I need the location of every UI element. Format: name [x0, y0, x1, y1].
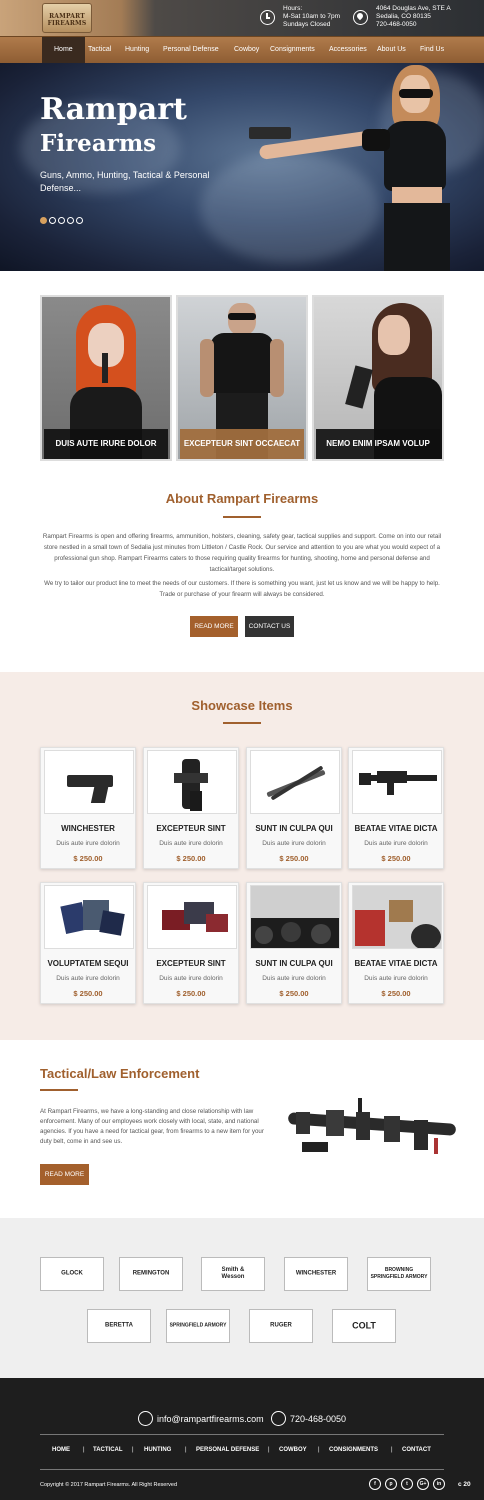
showcase-title: Showcase Items — [191, 698, 293, 713]
brand-logo-colt[interactable] — [332, 1309, 396, 1343]
nav-tactical[interactable]: Tactical — [88, 46, 112, 53]
product-desc: Duis aute irure dolorin — [364, 840, 428, 847]
footer-divider — [40, 1434, 444, 1435]
nav-find-us[interactable]: Find Us — [420, 46, 445, 53]
linkedin-icon[interactable]: in — [433, 1478, 445, 1490]
slider-dot[interactable] — [40, 217, 47, 224]
duty-belt-image — [286, 1098, 458, 1164]
product-card[interactable] — [348, 747, 444, 869]
corner-badge: c 20 — [458, 1481, 471, 1488]
about-title: About Rampart Firearms — [165, 491, 319, 506]
product-price: $ 250.00 — [381, 854, 411, 863]
footer-email[interactable]: info@rampartfirearms.com — [157, 1414, 264, 1424]
main-nav — [0, 36, 484, 63]
product-price: $ 250.00 — [73, 854, 103, 863]
footer — [0, 1378, 484, 1500]
title-divider — [223, 516, 261, 518]
product-desc: Duis aute irure dolorin — [56, 840, 120, 847]
product-desc: Duis aute irure dolorin — [262, 975, 326, 982]
brand-logo-browning-springfield[interactable] — [367, 1257, 431, 1291]
product-name: VOLUPTATEM SEQUI — [47, 959, 129, 968]
product-name: EXCEPTEUR SINT — [156, 824, 226, 833]
product-image — [147, 750, 237, 814]
footer-nav-separator: | — [83, 1447, 85, 1453]
title-divider — [223, 722, 261, 724]
google-plus-icon[interactable]: G+ — [417, 1478, 429, 1490]
product-price: $ 250.00 — [176, 989, 206, 998]
card-caption: DUIS AUTE IRURE DOLOR — [44, 429, 168, 459]
nav-home[interactable]: Home — [42, 37, 85, 63]
slider-dot[interactable] — [76, 217, 83, 224]
footer-divider — [40, 1469, 444, 1470]
product-card[interactable] — [246, 882, 342, 1004]
product-image — [147, 885, 237, 949]
brands-section — [0, 1218, 484, 1378]
slider-dot[interactable] — [58, 217, 65, 224]
hero-slider — [0, 63, 484, 271]
product-card[interactable] — [348, 882, 444, 1004]
footer-nav-hunting[interactable]: HUNTING — [144, 1447, 172, 1453]
about-paragraph-1: Rampart Firearms is open and offering firearms, ammunition, holsters, cleaning, safety gear, tactical supplies and support. Come on into our retail store nestled in a small town of Sedalia just minutes from Littleton / Castle Rock. Our service and attention to you are what you would expect of a professional gun shop. Rampart Firearms caters to those requiring quality firearms for hunting, shooting, home and personal defense and tactical/target solutions. — [42, 533, 442, 573]
brand-name: REMINGTON — [132, 1270, 170, 1277]
twitter-icon[interactable]: t — [401, 1478, 413, 1490]
product-image — [352, 885, 442, 949]
copyright-text: Copyright © 2017 Rampart Firearms. All Right Reserved — [40, 1482, 178, 1488]
slider-dot[interactable] — [49, 217, 56, 224]
feature-card[interactable] — [312, 295, 444, 461]
footer-nav-separator: | — [318, 1447, 320, 1453]
about-read-more-button[interactable]: READ MORE — [190, 616, 238, 637]
slider-dot[interactable] — [67, 217, 74, 224]
product-price: $ 250.00 — [279, 854, 309, 863]
brand-name: Smith & Wesson — [221, 1267, 245, 1280]
footer-nav-separator: | — [391, 1447, 393, 1453]
footer-nav-home[interactable]: HOME — [52, 1447, 70, 1453]
card-caption: NEMO ENIM IPSAM VOLUP — [316, 429, 440, 459]
hero-title — [40, 93, 187, 161]
brand-name: BERETTA — [105, 1322, 133, 1329]
slider-dots — [40, 211, 85, 229]
nav-consignments[interactable]: Consignments — [270, 46, 315, 53]
clock-icon — [260, 10, 275, 25]
footer-nav-personal-defense[interactable]: PERSONAL DEFENSE — [196, 1447, 260, 1453]
brand-logo-beretta[interactable] — [87, 1309, 151, 1343]
location-pin-icon — [353, 10, 368, 25]
nav-hunting[interactable]: Hunting — [125, 46, 150, 53]
brand-logo-remington[interactable] — [119, 1257, 183, 1291]
address-line2: Sedalia, CO 80135 — [376, 13, 431, 20]
product-price: $ 250.00 — [279, 989, 309, 998]
nav-accessories[interactable]: Accessories — [329, 46, 367, 53]
hero-subtitle: Guns, Ammo, Hunting, Tactical & Personal Defense... — [40, 170, 210, 193]
product-card[interactable] — [143, 882, 239, 1004]
product-desc: Duis aute irure dolorin — [364, 975, 428, 982]
store-address — [376, 5, 451, 29]
hero-model-image — [344, 63, 464, 271]
product-desc: Duis aute irure dolorin — [159, 840, 223, 847]
product-image — [352, 750, 442, 814]
brand-logo-springfield-armory[interactable] — [166, 1309, 230, 1343]
phone-icon — [271, 1411, 286, 1426]
product-desc: Duis aute irure dolorin — [56, 975, 120, 982]
product-name: WINCHESTER — [61, 824, 115, 833]
card-caption: EXCEPTEUR SINT OCCAECAT — [180, 429, 304, 459]
feature-card[interactable] — [40, 295, 172, 461]
footer-nav-cowboy[interactable]: COWBOY — [279, 1447, 307, 1453]
brand-name: COLT — [352, 1320, 376, 1331]
brand-name: BROWNING SPRINGFIELD ARMORY — [370, 1267, 428, 1280]
product-name: SUNT IN CULPA QUI — [255, 959, 333, 968]
hours-sunday: Sundays Closed — [283, 21, 331, 28]
footer-nav-separator: | — [132, 1447, 134, 1453]
footer-phone[interactable]: 720-468-0050 — [290, 1414, 347, 1424]
title-divider — [40, 1089, 78, 1091]
footer-nav-tactical[interactable]: TACTICAL — [93, 1447, 123, 1453]
product-image — [250, 885, 340, 949]
email-icon — [138, 1411, 153, 1426]
footer-nav-separator: | — [185, 1447, 187, 1453]
footer-nav-separator: | — [268, 1447, 270, 1453]
pinterest-icon[interactable]: p — [385, 1478, 397, 1490]
address-line1: 4064 Douglas Ave, STE A — [376, 5, 451, 12]
brand-name: GLOCK — [61, 1270, 83, 1277]
brand-name: WINCHESTER — [295, 1270, 337, 1277]
header-phone[interactable]: 720-468-0050 — [376, 21, 417, 28]
about-contact-us-button[interactable]: CONTACT US — [245, 616, 294, 637]
brand-logo-winchester[interactable] — [284, 1257, 348, 1291]
tactical-read-more-button[interactable]: READ MORE — [40, 1164, 89, 1185]
showcase-section — [0, 672, 484, 1040]
product-card[interactable] — [143, 747, 239, 869]
product-name: SUNT IN CULPA QUI — [255, 824, 333, 833]
tactical-text: At Rampart Firearms, we have a long-standing and close relationship with law enforcement. Many of our employees work closely with local, state, and national agencies. If you have a need for tactical gear, from firearms to a new item for your duty belt, come in and see us. — [40, 1108, 264, 1145]
hero-title-line1: Rampart — [40, 92, 187, 127]
product-price: $ 250.00 — [381, 989, 411, 998]
nav-about-us[interactable]: About Us — [377, 46, 406, 53]
hero-title-line2: Firearms — [40, 130, 157, 157]
brand-logo-glock[interactable] — [40, 1257, 104, 1291]
about-paragraph-2: We try to tailor our product line to meet the needs of our customers. If there is something you want, just let us know and we will be happy to help. Trade or purchase of your firearm will always be considered. — [44, 580, 440, 598]
store-hours — [283, 5, 340, 29]
product-name: BEATAE VITAE DICTA — [354, 824, 438, 833]
product-desc: Duis aute irure dolorin — [159, 975, 223, 982]
logo-text: RAMPART FIREARMS — [47, 13, 87, 27]
brand-name: SPRINGFIELD ARMORY — [169, 1322, 227, 1329]
brand-name: RUGER — [270, 1322, 292, 1329]
product-card[interactable] — [246, 747, 342, 869]
footer-nav-contact[interactable]: CONTACT — [402, 1447, 431, 1453]
product-name: EXCEPTEUR SINT — [156, 959, 226, 968]
nav-cowboy[interactable]: Cowboy — [234, 46, 260, 53]
product-desc: Duis aute irure dolorin — [262, 840, 326, 847]
product-price: $ 250.00 — [176, 854, 206, 863]
tactical-title: Tactical/Law Enforcement — [40, 1066, 200, 1081]
product-image — [250, 750, 340, 814]
product-card[interactable] — [40, 882, 136, 1004]
feature-card[interactable] — [176, 295, 308, 461]
top-header — [0, 0, 484, 36]
hours-weekday: M-Sat 10am to 7pm — [283, 13, 341, 20]
product-card[interactable] — [40, 747, 136, 869]
hours-label: Hours: — [283, 5, 303, 12]
brand-logo-smith-wesson[interactable] — [201, 1257, 265, 1291]
footer-nav-consignments[interactable]: CONSIGNMENTS — [329, 1447, 379, 1453]
nav-personal-defense[interactable]: Personal Defense — [163, 46, 219, 53]
product-image — [44, 750, 134, 814]
product-name: BEATAE VITAE DICTA — [354, 959, 438, 968]
product-price: $ 250.00 — [73, 989, 103, 998]
facebook-icon[interactable]: f — [369, 1478, 381, 1490]
product-image — [44, 885, 134, 949]
site-logo[interactable] — [42, 3, 92, 33]
brand-logo-ruger[interactable] — [249, 1309, 313, 1343]
